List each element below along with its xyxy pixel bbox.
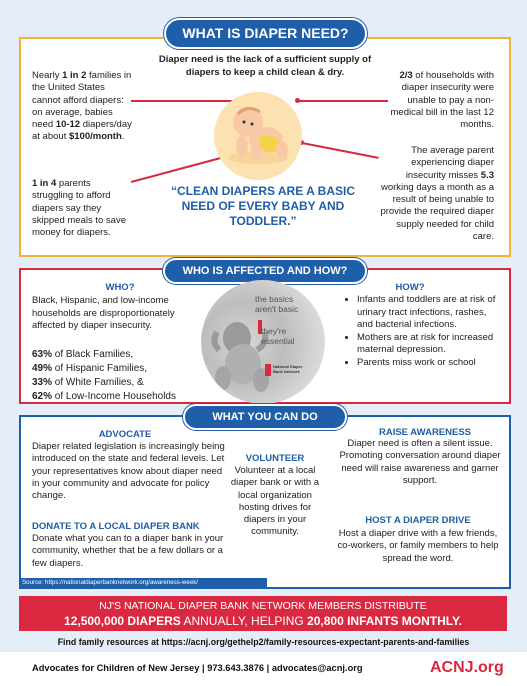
stat-nearly-half: [32, 70, 134, 144]
banner-infants: 20,800 INFANTS MONTHLY.: [307, 614, 462, 628]
ndbn-logo-icon: [265, 364, 271, 376]
affected-title: WHO IS AFFECTED AND HOW?: [163, 258, 367, 284]
donate-text: Donate what you can to a diaper bank in your community, whether that be a few dollars or a few diapers.: [32, 533, 224, 569]
stat1-bold3: $100/month: [68, 131, 122, 143]
stat2-post: parents struggling to afford diapers say they skipped meals to save money for diapers.: [32, 178, 126, 239]
baby-photo-circle: [201, 280, 325, 404]
how-title: HOW?: [395, 282, 425, 293]
stat1-post: families in the United States cannot afford diapers: on average, babies need: [32, 70, 132, 131]
stat1-pre: Nearly: [32, 70, 63, 81]
definition-line-1: Diaper need is the lack of a sufficient supply of: [158, 54, 372, 65]
connector-line-right-top: [298, 100, 388, 102]
actions-title: WHAT YOU CAN DO: [183, 404, 347, 430]
how-list: [345, 294, 497, 369]
who-stat-lowincome: [32, 391, 212, 403]
raise-awareness-title: RAISE AWARENESS: [378, 427, 472, 438]
stat1-post2: diapers/day at about: [32, 119, 132, 143]
stat4-bold: 5.3: [480, 169, 494, 181]
definition-line-2: diapers to keep a child clean & dry.: [185, 67, 345, 78]
volunteer-text: Volunteer at a local diaper bank or with a local organization hosting drives for diapers in your community.: [230, 465, 320, 538]
header-title: WHAT IS DIAPER NEED?: [164, 18, 367, 49]
volunteer-title: VOLUNTEER: [245, 453, 305, 464]
stat3-post: of households with diaper insecurity were unable to pay a non-medical bill in the last 12 months.: [390, 70, 494, 131]
stat3-bold: 2/3: [399, 70, 413, 81]
baby-illustration: [208, 84, 308, 184]
stat4-pre: The average parent experiencing diaper insecurity misses: [405, 145, 494, 181]
who-stat-white-pct: 33%: [32, 377, 53, 388]
banner-diapers: 12,500,000 DIAPERS: [64, 614, 181, 628]
footer: [0, 652, 527, 686]
who-stat-hispanic-pct: 49%: [32, 363, 53, 374]
raise-awareness-text: Diaper need is often a silent issue. Promoting conversation around diaper need will raise awareness and garner support.: [339, 438, 501, 486]
host-drive-text: Host a diaper drive with a few friends, co-workers, or family members to help spread the word.: [337, 528, 499, 564]
advocate-title: ADVOCATE: [98, 429, 152, 440]
resources-link[interactable]: Find family resources at https://acnj.org/gethelp2/family-resources-expectant-parents-and-families: [57, 637, 470, 647]
footer-phone[interactable]: 973.643.3876: [207, 663, 265, 673]
banner-line2: [19, 613, 507, 629]
advocate-text: Diaper related legislation is increasingly being introduced on the state and federal levels. Let your representatives know about diaper need in your community and advocate for policy change.: [32, 441, 225, 502]
ndbn-logo: National Diaper Bank Network: [273, 364, 303, 374]
who-text: Black, Hispanic, and low-income households are disproportionately affected by diaper insecurity.: [32, 295, 175, 331]
donate-title: DONATE TO A LOCAL DIAPER BANK: [32, 521, 200, 532]
who-stat-lowincome-pct: 62%: [32, 391, 53, 402]
who-stat-white-label: of White Families, &: [52, 377, 144, 388]
who-stat-black-label: of Black Families,: [52, 349, 134, 360]
who-stat-white: [32, 377, 202, 389]
banner-line1: NJ'S NATIONAL DIAPER BANK NETWORK MEMBERS DISTRIBUTE: [99, 600, 427, 612]
stat-two-thirds: [378, 70, 494, 131]
how-bullets: [345, 294, 497, 369]
how-item: • Mothers are at risk for increased maternal depression.: [357, 332, 497, 357]
who-stat-black: [32, 349, 202, 361]
stat1-bold2: 10-12: [55, 119, 81, 131]
how-item: • Parents miss work or school: [357, 357, 497, 370]
stat2-bold: 1 in 4: [32, 178, 57, 189]
quote: “CLEAN DIAPERS ARE A BASIC NEED OF EVERY BABY AND TODDLER.”: [170, 184, 355, 228]
host-drive-title: HOST A DIAPER DRIVE: [365, 515, 471, 526]
stat4-post: working days a month as a result of being unable to provide the required diaper supply needed for child care.: [380, 181, 494, 243]
how-item: • Infants and toddlers are at risk of urinary tract infections, rashes, and bacterial infections.: [357, 294, 497, 332]
stat1-post3: .: [121, 131, 125, 143]
banner-mid: ANNUALLY, HELPING: [180, 614, 308, 628]
who-stat-black-pct: 63%: [32, 349, 53, 360]
footer-email[interactable]: advocates@acnj.org: [271, 663, 363, 673]
stat-missed-work: [378, 145, 494, 243]
stat1-bold: 1 in 2: [62, 70, 87, 81]
who-title: WHO?: [105, 282, 135, 293]
photo-quote-line1: the basics aren't basic: [255, 294, 299, 314]
who-stat-lowincome-label: of Low-Income Households: [52, 391, 176, 402]
photo-quote-line2: they're essential: [261, 326, 295, 346]
acnj-logo[interactable]: ACNJ.org: [430, 659, 504, 676]
source-link[interactable]: Source: https://nationaldiaperbanknetwork.org/awareness-week/: [19, 578, 267, 588]
footer-org: Advocates for Children of New Jersey: [32, 663, 200, 673]
stat-one-in-four: [32, 178, 132, 239]
who-stat-hispanic-label: of Hispanic Families,: [52, 363, 148, 374]
stats-banner: [19, 596, 507, 631]
footer-contact: Advocates for Children of New Jersey | 973.643.3876 | advocates@acnj.org: [32, 663, 363, 673]
who-stat-hispanic: [32, 363, 202, 375]
